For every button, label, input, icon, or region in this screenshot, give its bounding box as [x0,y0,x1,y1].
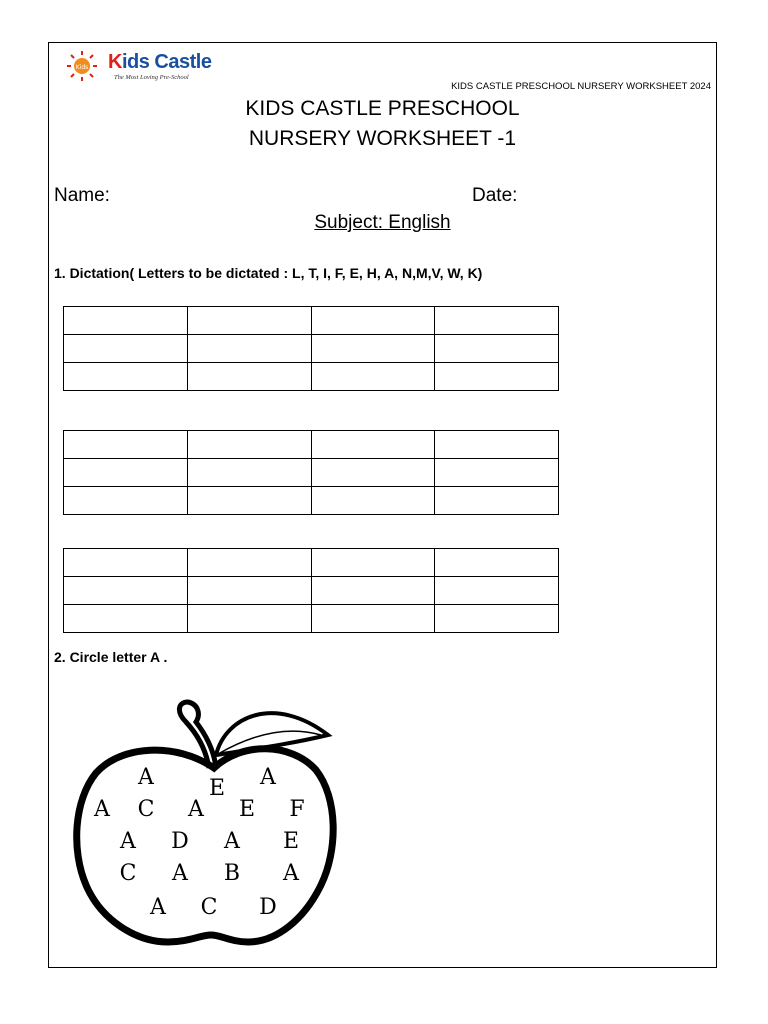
apple-letter[interactable]: E [238,797,256,822]
question-circle-letter: 2. Circle letter A . [54,649,168,665]
grid-row [64,431,559,459]
subject-heading [48,212,717,234]
apple-letter[interactable]: A [188,797,204,822]
apple-letter[interactable]: A [150,895,166,920]
writing-cell[interactable] [311,549,435,577]
date-label: Date: [472,185,518,206]
grid-row [64,363,559,391]
writing-cell[interactable] [187,459,311,487]
apple-letter[interactable]: C [119,861,137,886]
header-note: KIDS CASTLE PRESCHOOL NURSERY WORKSHEET 2024 [451,81,711,92]
apple-letter[interactable]: E [208,776,226,801]
grid-row [64,577,559,605]
worksheet-title-line1: KIDS CASTLE PRESCHOOL [245,97,520,120]
apple-letter[interactable]: A [138,765,154,790]
writing-cell[interactable] [64,487,188,515]
writing-cell[interactable] [187,487,311,515]
writing-cell[interactable] [64,549,188,577]
writing-cell[interactable] [187,363,311,391]
grid-row [64,549,559,577]
apple-letter[interactable]: D [171,829,189,854]
writing-cell[interactable] [311,487,435,515]
writing-cell[interactable] [435,363,559,391]
dictation-grid-2 [63,430,559,515]
worksheet-title-line2: NURSERY WORKSHEET -1 [248,127,517,150]
writing-cell[interactable] [435,459,559,487]
writing-cell[interactable] [435,549,559,577]
apple-letter[interactable]: F [289,797,305,822]
sun-icon [67,51,97,81]
apple-letter[interactable]: A [94,797,110,822]
logo-wordmark [108,51,211,74]
writing-cell[interactable] [64,307,188,335]
grid-row [64,335,559,363]
apple-illustration [66,680,346,952]
writing-cell[interactable] [64,335,188,363]
logo-tagline: The Most Loving Pre-School [114,74,189,81]
dictation-grid-1 [63,306,559,391]
apple-letter[interactable]: C [137,797,155,822]
apple-letters [93,765,305,920]
writing-cell[interactable] [435,335,559,363]
writing-cell[interactable] [311,431,435,459]
subject-text: Subject: English [314,212,451,233]
apple-letter[interactable]: A [283,861,299,886]
grid-row [64,605,559,633]
writing-cell[interactable] [311,459,435,487]
grid-row [64,459,559,487]
grid-row [64,487,559,515]
apple-letter[interactable]: E [282,829,300,854]
writing-cell[interactable] [187,335,311,363]
apple-letter[interactable]: A [260,765,276,790]
writing-cell[interactable] [64,459,188,487]
writing-cell[interactable] [64,605,188,633]
writing-cell[interactable] [435,431,559,459]
apple-letter[interactable]: D [259,895,277,920]
writing-cell[interactable] [311,577,435,605]
writing-cell[interactable] [435,307,559,335]
writing-cell[interactable] [435,487,559,515]
writing-cell[interactable] [311,335,435,363]
writing-cell[interactable] [435,605,559,633]
writing-cell[interactable] [187,549,311,577]
apple-letter[interactable]: A [172,861,188,886]
question-dictation: 1. Dictation( Letters to be dictated : L, T, I, F, E, H, A, N,M,V, W, K) [54,265,483,281]
writing-cell[interactable] [435,577,559,605]
apple-letter[interactable]: A [120,829,136,854]
writing-cell[interactable] [311,307,435,335]
logo-wordmark-k: K [108,51,122,73]
writing-cell[interactable] [64,431,188,459]
writing-cell[interactable] [187,605,311,633]
writing-cell[interactable] [187,577,311,605]
name-label: Name: [54,185,110,206]
writing-cell[interactable] [187,307,311,335]
writing-cell[interactable] [311,363,435,391]
logo-wordmark-rest: ids Castle [121,51,212,73]
logo-badge-text: Kids [75,64,89,71]
writing-cell[interactable] [64,577,188,605]
apple-letter[interactable]: C [200,895,218,920]
dictation-grid-3 [63,548,559,633]
writing-cell[interactable] [187,431,311,459]
apple-letter[interactable]: B [223,861,241,886]
grid-row [64,307,559,335]
writing-cell[interactable] [64,363,188,391]
apple-letter[interactable]: A [224,829,240,854]
writing-cell[interactable] [311,605,435,633]
